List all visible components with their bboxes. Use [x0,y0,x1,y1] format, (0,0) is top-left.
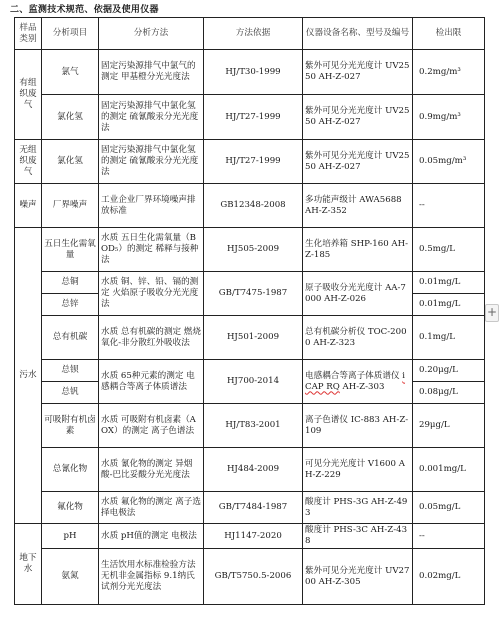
header-row [15,18,485,50]
limit-cell: 29μg/L [413,404,485,448]
instrument-cell: 生化培养箱 SHP-160 AH-Z-185 [303,228,413,272]
instrument-code: AH-Z-303 [339,381,385,392]
table-row [15,228,485,272]
category-cell: 噪声 [15,184,42,228]
table-row [15,404,485,448]
limit-cell: 0.08μg/L [413,382,485,404]
limit-cell: 0.05mg/m³ [413,140,485,184]
item-cell: 氯化氢 [42,95,99,140]
method-cell: 水质 铜、锌、铅、镉的测定 火焰原子吸收分光光度法 [99,272,204,316]
table-row [15,95,485,140]
item-cell: 总钡 [42,360,99,382]
instrument-cell: 紫外可见分光光度计 UV2550 AH-Z-027 [303,140,413,184]
monitoring-table [14,17,485,605]
method-cell: 水质 可吸附有机卤素（AOX）的测定 离子色谱法 [99,404,204,448]
instrument-cell: 离子色谱仪 IC-883 AH-Z-109 [303,404,413,448]
limit-cell: 0.01mg/L [413,272,485,294]
basis-cell: HJ/T83-2001 [204,404,303,448]
method-cell: 生活饮用水标准检验方法 无机非金属指标 9.1纳氏试剂分光光度法 [99,549,204,605]
item-cell: 氯气 [42,50,99,95]
method-cell: 水质 65种元素的测定 电感耦合等离子体质谱法 [99,360,204,404]
method-cell: 固定污染源排气中氯化氢的测定 硫氰酸汞分光光度法 [99,140,204,184]
table-row [15,272,485,294]
table-row [15,140,485,184]
expand-icon[interactable]: + [485,304,499,322]
table-row [15,360,485,382]
limit-cell: 0.20μg/L [413,360,485,382]
category-cell: 有组织废气 [15,50,42,140]
table-row [15,549,485,605]
header-item: 分析项目 [42,18,99,50]
limit-cell: 0.02mg/L [413,549,485,605]
basis-cell: HJ/T27-1999 [204,140,303,184]
limit-cell: 0.001mg/L [413,448,485,492]
basis-cell: HJ505-2009 [204,228,303,272]
method-cell: 工业企业厂界环境噪声排放标准 [99,184,204,228]
instrument-cell: 原子吸收分光光度计 AA-7000 AH-Z-026 [303,272,413,316]
basis-cell: GB/T5750.5-2006 [204,549,303,605]
item-cell: 氨氮 [42,549,99,605]
table-row [15,448,485,492]
instrument-cell: 酸度计 PHS-3C AH-Z-438 [303,524,413,549]
item-cell: 厂界噪声 [42,184,99,228]
limit-cell: -- [413,524,485,549]
basis-cell: GB12348-2008 [204,184,303,228]
method-cell: 水质 总有机碳的测定 燃烧氧化-非分散红外吸收法 [99,316,204,360]
item-cell: 氯化氢 [42,140,99,184]
limit-cell: 0.05mg/L [413,492,485,524]
method-cell: 水质 氰化物的测定 异烟酸-巴比妥酸分光光度法 [99,448,204,492]
instrument-text: 电感耦合等离子体质谱仪 [305,370,403,381]
table-row [15,184,485,228]
item-cell: 总氰化物 [42,448,99,492]
header-instrument: 仪器设备名称、型号及编号 [303,18,413,50]
basis-cell: HJ484-2009 [204,448,303,492]
method-cell: 固定污染源排气中氯气的测定 甲基橙分光光度法 [99,50,204,95]
header-basis: 方法依据 [204,18,303,50]
method-cell: 水质 pH值的测定 电极法 [99,524,204,549]
basis-cell: HJ501-2009 [204,316,303,360]
table-row [15,492,485,524]
instrument-cell: 多功能声级计 AWA5688 AH-Z-352 [303,184,413,228]
category-cell: 污水 [15,228,42,524]
limit-cell: 0.5mg/L [413,228,485,272]
basis-cell: HJ1147-2020 [204,524,303,549]
instrument-cell: 紫外可见分光光度计 UV2550 AH-Z-027 [303,95,413,140]
instrument-cell: 紫外可见分光光度计 UV2700 AH-Z-305 [303,549,413,605]
basis-cell: GB/T7484-1987 [204,492,303,524]
limit-cell: -- [413,184,485,228]
table-row [15,50,485,95]
section-heading: 二、监测技术规范、依据及使用仪器 [10,5,159,15]
limit-cell: 0.1mg/L [413,316,485,360]
instrument-model: iCAP RQ [305,370,406,392]
category-cell: 无组织废气 [15,140,42,184]
category-cell: 地下水 [15,524,42,605]
item-cell: 总锌 [42,294,99,316]
item-cell: 可吸附有机卤素 [42,404,99,448]
method-cell: 固定污染源排气中氯化氢的测定 硫氰酸汞分光光度法 [99,95,204,140]
basis-cell: GB/T7475-1987 [204,272,303,316]
basis-cell: HJ700-2014 [204,360,303,404]
item-cell: 总有机碳 [42,316,99,360]
limit-cell: 0.2mg/m³ [413,50,485,95]
instrument-cell: 可见分光光度计 V1600 AH-Z-229 [303,448,413,492]
header-method: 分析方法 [99,18,204,50]
instrument-cell: 紫外可见分光光度计 UV2550 AH-Z-027 [303,50,413,95]
header-limit: 检出限 [413,18,485,50]
item-cell: pH [42,524,99,549]
header-category: 样品类别 [15,18,42,50]
basis-cell: HJ/T30-1999 [204,50,303,95]
item-cell: 总铜 [42,272,99,294]
item-cell: 五日生化需氧量 [42,228,99,272]
item-cell: 氟化物 [42,492,99,524]
table-row [15,524,485,549]
basis-cell: HJ/T27-1999 [204,95,303,140]
instrument-cell: 酸度计 PHS-3G AH-Z-493 [303,492,413,524]
method-cell: 水质 五日生化需氧量（BOD₅）的测定 稀释与接种法 [99,228,204,272]
item-cell: 总钒 [42,382,99,404]
instrument-cell [303,360,413,404]
limit-cell: 0.9mg/m³ [413,95,485,140]
method-cell: 水质 氟化物的测定 离子选择电极法 [99,492,204,524]
limit-cell: 0.01mg/L [413,294,485,316]
table-row [15,316,485,360]
instrument-cell: 总有机碳分析仪 TOC-2000 AH-Z-323 [303,316,413,360]
